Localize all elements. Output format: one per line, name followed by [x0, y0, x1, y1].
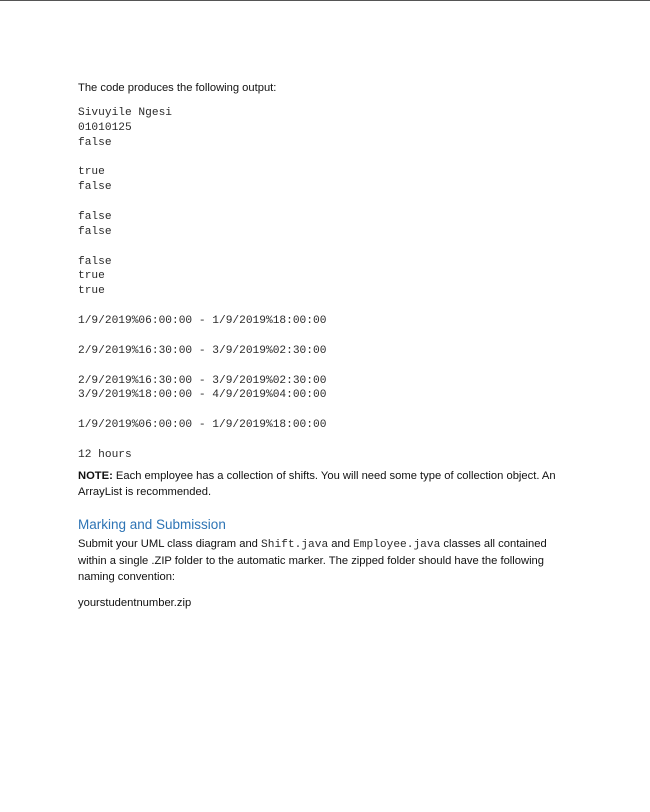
output-line: false	[78, 181, 112, 194]
top-border-line	[0, 0, 650, 1]
output-line: false	[78, 210, 112, 223]
section-heading: Marking and Submission	[78, 516, 226, 532]
output-line: false	[78, 136, 112, 149]
output-line: 12 hours	[78, 448, 132, 461]
output-line: false	[78, 255, 112, 268]
output-line: 3/9/2019%18:00:00 - 4/9/2019%04:00:00	[78, 389, 327, 402]
output-line: true	[78, 270, 105, 283]
intro-text: The code produces the following output:	[78, 82, 277, 94]
output-block	[78, 448, 568, 463]
output-block	[78, 106, 568, 150]
output-line: true	[78, 285, 105, 298]
output-line: 1/9/2019%06:00:00 - 1/9/2019%18:00:00	[78, 314, 327, 327]
console-output	[78, 106, 568, 463]
submission-text-3: classes all contained within a single .ZIP folder to the automatic marker. The zipped folder should have the following naming convention:	[78, 537, 547, 583]
shift-java-code: Shift.java	[261, 538, 329, 551]
note-label: NOTE:	[78, 469, 113, 482]
note-paragraph	[78, 468, 568, 500]
document-page	[78, 80, 568, 611]
note-text: Each employee has a collection of shifts. You will need some type of collection object. An ArrayList is recommended.	[78, 469, 556, 498]
output-block	[78, 344, 568, 359]
submission-text-1: Submit your UML class diagram and	[78, 537, 262, 550]
output-block	[78, 255, 568, 299]
output-line: Sivuyile Ngesi	[78, 107, 172, 119]
output-line: 01010125	[78, 121, 132, 134]
output-block	[78, 418, 568, 433]
output-line: false	[78, 225, 112, 238]
employee-java-code: Employee.java	[353, 538, 441, 551]
output-block	[78, 314, 568, 329]
output-block	[78, 374, 568, 404]
submission-text-2: and	[328, 537, 354, 550]
output-line: 2/9/2019%16:30:00 - 3/9/2019%02:30:00	[78, 374, 327, 387]
output-line: true	[78, 166, 105, 179]
zip-filename: yourstudentnumber.zip	[78, 596, 192, 609]
output-line: 2/9/2019%16:30:00 - 3/9/2019%02:30:00	[78, 344, 327, 357]
output-line: 1/9/2019%06:00:00 - 1/9/2019%18:00:00	[78, 419, 327, 432]
output-block	[78, 210, 568, 240]
submission-paragraph	[78, 536, 568, 585]
output-block	[78, 165, 568, 195]
